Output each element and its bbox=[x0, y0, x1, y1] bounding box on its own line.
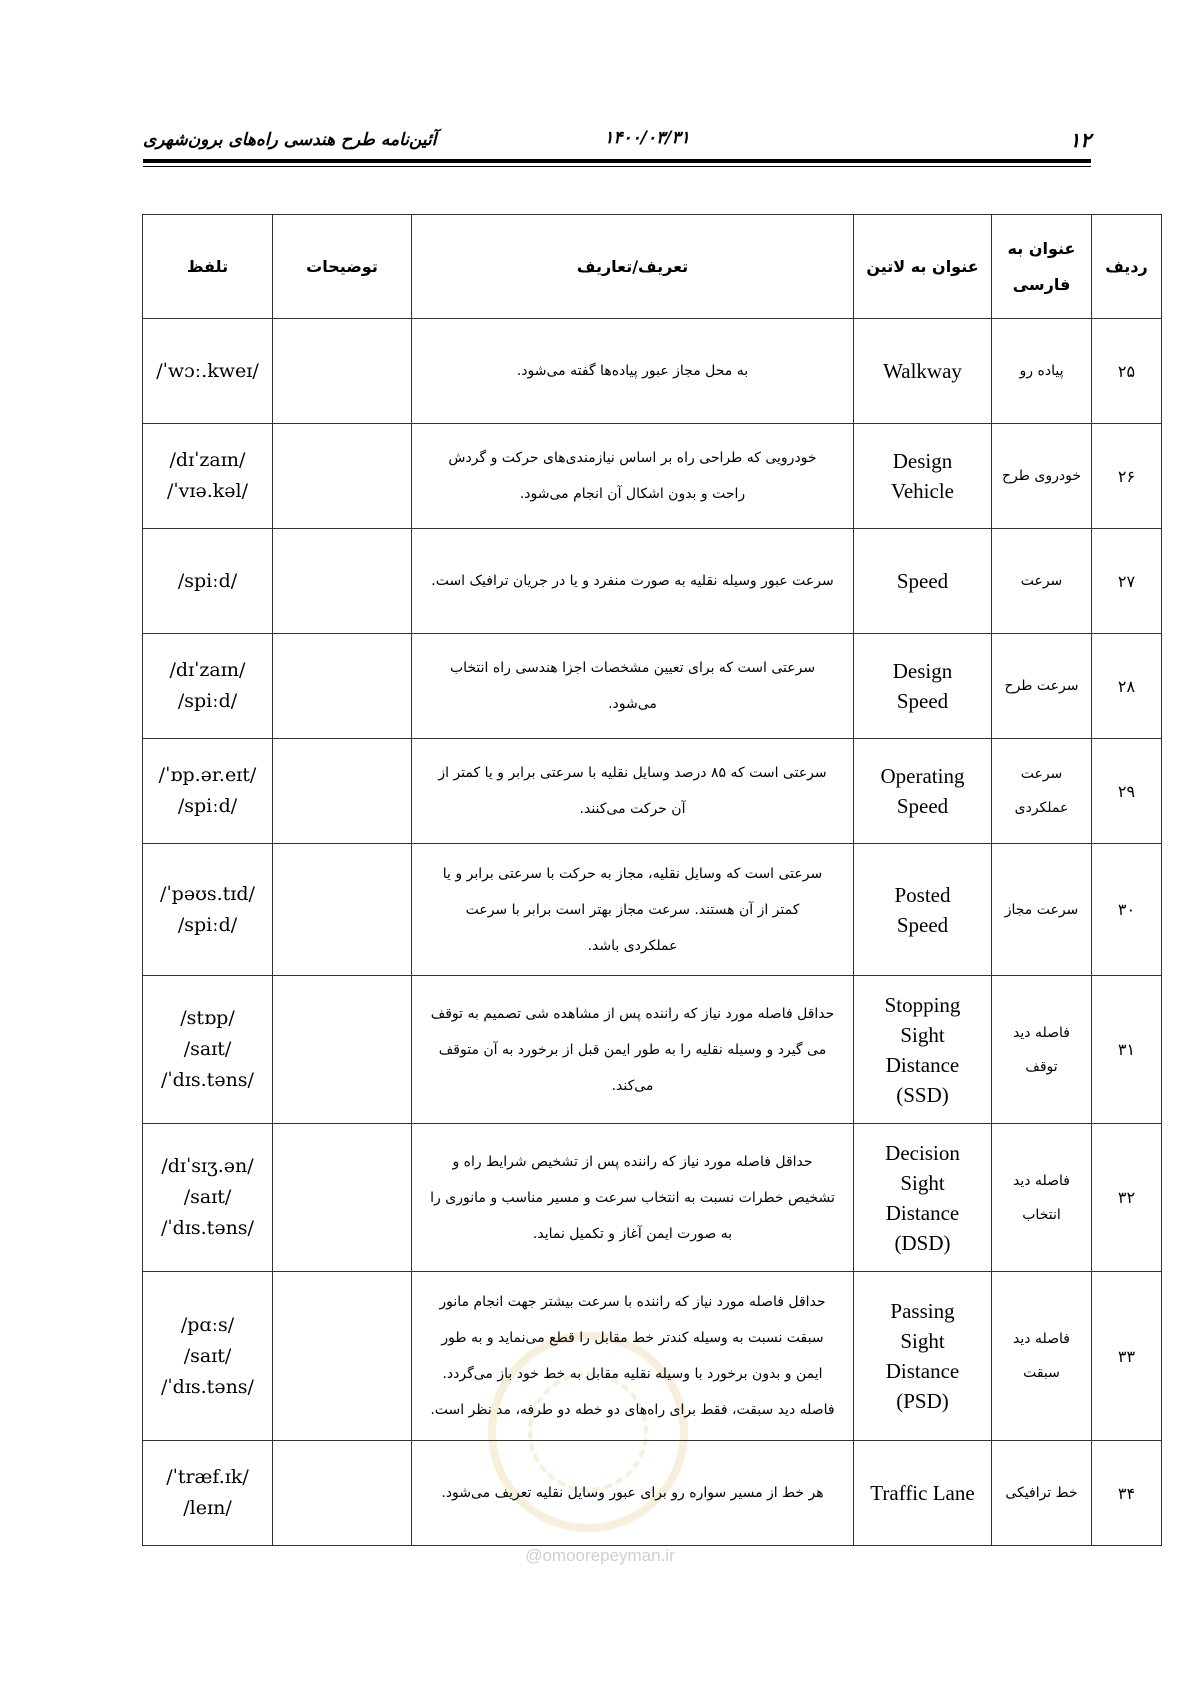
definition-cell bbox=[412, 634, 854, 739]
definition-cell bbox=[412, 319, 854, 424]
latin-title-cell bbox=[854, 634, 992, 739]
latin-title-cell bbox=[854, 976, 992, 1124]
pronunciation-line: /ˈvɪə.kəl/ bbox=[167, 480, 248, 502]
latin-title-cell bbox=[854, 1441, 992, 1546]
latin-title-line: Decision bbox=[885, 1140, 960, 1165]
pronunciation-line: /ˈdɪs.təns/ bbox=[161, 1375, 254, 1398]
table-row bbox=[143, 319, 1162, 424]
latin-title-cell bbox=[854, 844, 992, 976]
pronunciation-line: /ˈdɪs.təns/ bbox=[161, 1217, 254, 1239]
latin-title-line: Traffic Lane bbox=[870, 1481, 975, 1505]
header-rule-thick bbox=[143, 159, 1091, 163]
pronunciation-line: /spiːd/ bbox=[177, 913, 238, 936]
description-cell bbox=[273, 844, 412, 976]
persian-title-cell: سرعت عملکردی bbox=[992, 739, 1092, 844]
pronunciation-cell bbox=[143, 739, 273, 844]
pronunciation-line: /spiːd/ bbox=[177, 569, 238, 592]
latin-title-line: Posted bbox=[894, 882, 951, 907]
latin-title-line: Distance bbox=[885, 1359, 960, 1383]
description-cell bbox=[273, 1124, 412, 1272]
latin-title-cell bbox=[854, 1124, 992, 1272]
header-date: ۱۴۰۰/۰۳/۳۱ bbox=[604, 128, 690, 148]
pronunciation-line: /saɪt/ bbox=[183, 1186, 232, 1208]
description-cell bbox=[273, 634, 412, 739]
pronunciation-line: /saɪt/ bbox=[183, 1344, 232, 1367]
pronunciation-line: /stɒp/ bbox=[180, 1007, 235, 1029]
latin-title-line: Design bbox=[892, 449, 953, 473]
row-number-cell: ۳۲ bbox=[1092, 1124, 1162, 1272]
latin-title-line: Vehicle bbox=[891, 479, 954, 503]
definition-line: عملکردی باشد. bbox=[587, 937, 678, 954]
definition-line: خودرویی که طراحی راه بر اساس نیازمندی‌های حرکت و گردش bbox=[448, 450, 817, 466]
latin-title-cell bbox=[854, 1272, 992, 1441]
pronunciation-cell bbox=[143, 319, 273, 424]
definition-line: به صورت ایمن آغاز و تکمیل نماید. bbox=[532, 1225, 733, 1242]
table-row bbox=[143, 976, 1162, 1124]
persian-title-cell: پیاده رو bbox=[992, 319, 1092, 424]
definition-cell bbox=[412, 424, 854, 529]
persian-title-cell: فاصله دید انتخاب bbox=[992, 1124, 1092, 1272]
pronunciation-line: /ˈɒp.ər.eɪt/ bbox=[158, 764, 257, 786]
definition-cell bbox=[412, 976, 854, 1124]
latin-title-line: Design bbox=[892, 659, 953, 683]
row-number-cell: ۳۱ bbox=[1092, 976, 1162, 1124]
pronunciation-line: /dɪˈzaɪn/ bbox=[169, 449, 246, 471]
terms-table bbox=[142, 214, 1162, 1546]
description-cell bbox=[273, 739, 412, 844]
latin-title-cell bbox=[854, 424, 992, 529]
row-number-cell: ۳۴ bbox=[1092, 1441, 1162, 1546]
table-row bbox=[143, 739, 1162, 844]
latin-title-line: Speed bbox=[896, 912, 949, 937]
table-row bbox=[143, 844, 1162, 976]
document-title: آئین‌نامه طرح هندسی راه‌های برون‌شهری bbox=[143, 130, 437, 150]
latin-title-line: Operating bbox=[880, 764, 965, 788]
definition-line: حداقل فاصله مورد نیاز که راننده با سرعت بیشتر جهت انجام مانور bbox=[439, 1294, 826, 1310]
pronunciation-line: /dɪˈzaɪn/ bbox=[169, 659, 246, 681]
latin-title-line: (DSD) bbox=[894, 1230, 951, 1255]
persian-title-cell: فاصله دید سبقت bbox=[992, 1272, 1092, 1441]
definition-line: ایمن و بدون برخورد با وسیله نقلیه مقابل به خط خود باز می‌گردد. bbox=[442, 1366, 823, 1382]
table-row bbox=[143, 1441, 1162, 1546]
definition-line: سبقت نسبت به وسیله کندتر خط مقابل را قطع می‌نماید و به طور bbox=[441, 1330, 824, 1346]
latin-title-line: Distance bbox=[885, 1200, 960, 1225]
header-latin-title: عنوان به لاتین bbox=[854, 215, 992, 319]
pronunciation-cell bbox=[143, 1441, 273, 1546]
definition-line: سرعت عبور وسیله نقلیه به صورت منفرد و یا در جریان ترافیک است. bbox=[431, 573, 834, 589]
row-number-cell: ۲۶ bbox=[1092, 424, 1162, 529]
watermark-text: @omoorepeyman.ir bbox=[525, 1546, 675, 1565]
row-number-cell: ۳۰ bbox=[1092, 844, 1162, 976]
description-cell bbox=[273, 976, 412, 1124]
latin-title-line: (PSD) bbox=[896, 1389, 949, 1413]
table-row bbox=[143, 529, 1162, 634]
definition-line: راحت و بدون اشکال آن انجام می‌شود. bbox=[519, 486, 746, 502]
pronunciation-line: /ˈwɔː.kweɪ/ bbox=[156, 359, 259, 382]
description-cell bbox=[273, 529, 412, 634]
definition-line: می گیرد و وسیله نقلیه را به طور ایمن قبل از برخورد به آن متوقف bbox=[438, 1041, 827, 1058]
row-number-cell: ۲۵ bbox=[1092, 319, 1162, 424]
definition-cell bbox=[412, 1272, 854, 1441]
row-number-cell: ۲۷ bbox=[1092, 529, 1162, 634]
description-cell bbox=[273, 319, 412, 424]
definition-line: سرعتی است که ۸۵ درصد وسایل نقلیه با سرعتی برابر و یا کمتر از bbox=[438, 765, 827, 781]
latin-title-line: Sight bbox=[900, 1329, 945, 1353]
latin-title-line: Speed bbox=[896, 569, 949, 593]
table-body bbox=[143, 319, 1162, 1546]
definition-cell bbox=[412, 844, 854, 976]
pronunciation-line: /spiːd/ bbox=[177, 690, 238, 712]
definition-line: حداقل فاصله مورد نیاز که راننده پس از تشخیص شرایط راه و bbox=[452, 1153, 813, 1170]
header-rule-thin bbox=[143, 166, 1091, 167]
table-header-row bbox=[143, 215, 1162, 319]
definition-cell bbox=[412, 1441, 854, 1546]
table-row bbox=[143, 1124, 1162, 1272]
definition-line: به محل مجاز عبور پیاده‌ها گفته می‌شود. bbox=[516, 363, 749, 379]
definition-line: هر خط از مسیر سواره رو برای عبور وسایل نقلیه تعریف می‌شود. bbox=[441, 1485, 824, 1501]
persian-title-cell: خودروی طرح bbox=[992, 424, 1092, 529]
pronunciation-cell bbox=[143, 529, 273, 634]
latin-title-line: Walkway bbox=[883, 359, 962, 383]
pronunciation-cell bbox=[143, 1272, 273, 1441]
latin-title-line: Passing bbox=[890, 1299, 955, 1323]
definition-line: تشخیص خطرات نسبت به انتخاب سرعت و مسیر مناسب و مانوری را bbox=[430, 1189, 835, 1206]
latin-title-line: Sight bbox=[900, 1170, 945, 1195]
pronunciation-cell bbox=[143, 844, 273, 976]
pronunciation-cell bbox=[143, 634, 273, 739]
latin-title-line: Speed bbox=[896, 689, 949, 713]
latin-title-line: Sight bbox=[900, 1022, 945, 1047]
description-cell bbox=[273, 1272, 412, 1441]
table-row bbox=[143, 1272, 1162, 1441]
header-row-number: ردیف bbox=[1092, 215, 1162, 319]
definition-line: فاصله دید سبقت، فقط برای راه‌های دو خطه دو طرفه، مد نظر است. bbox=[430, 1402, 835, 1418]
row-number-cell: ۲۸ bbox=[1092, 634, 1162, 739]
persian-title-cell: سرعت طرح bbox=[992, 634, 1092, 739]
definition-line: می‌کند. bbox=[611, 1077, 654, 1094]
page-header bbox=[143, 128, 1091, 154]
table-row bbox=[143, 634, 1162, 739]
header-description: توضیحات bbox=[273, 215, 412, 319]
pronunciation-line: /ˈtræf.ɪk/ bbox=[166, 1466, 249, 1488]
definition-line: آن حرکت می‌کنند. bbox=[579, 801, 686, 817]
definition-cell bbox=[412, 739, 854, 844]
latin-title-cell bbox=[854, 739, 992, 844]
pronunciation-line: /ˈpəʊs.tɪd/ bbox=[160, 882, 255, 905]
definition-cell bbox=[412, 1124, 854, 1272]
pronunciation-cell bbox=[143, 424, 273, 529]
persian-title-cell: فاصله دید توقف bbox=[992, 976, 1092, 1124]
page-number: ۱۲ bbox=[1069, 128, 1091, 152]
description-cell bbox=[273, 424, 412, 529]
latin-title-cell bbox=[854, 529, 992, 634]
definition-cell bbox=[412, 529, 854, 634]
row-number-cell: ۳۳ bbox=[1092, 1272, 1162, 1441]
latin-title-line: (SSD) bbox=[896, 1082, 949, 1107]
definition-line: سرعتی است که برای تعیین مشخصات اجزا هندسی راه انتخاب bbox=[449, 660, 816, 676]
definition-line: سرعتی است که وسایل نقلیه، مجاز به حرکت با سرعتی برابر و یا bbox=[442, 865, 823, 882]
latin-title-line: Distance bbox=[885, 1052, 960, 1077]
description-cell bbox=[273, 1441, 412, 1546]
pronunciation-line: /dɪˈsɪʒ.ən/ bbox=[161, 1155, 254, 1177]
pronunciation-line: /pɑːs/ bbox=[180, 1313, 235, 1336]
definition-line: می‌شود. bbox=[608, 696, 657, 712]
table-row bbox=[143, 424, 1162, 529]
definition-line: حداقل فاصله مورد نیاز که راننده پس از مشاهده شی تصمیم به توقف bbox=[430, 1005, 835, 1022]
pronunciation-line: /spiːd/ bbox=[177, 795, 238, 817]
persian-title-cell: خط ترافیکی bbox=[992, 1441, 1092, 1546]
latin-title-cell bbox=[854, 319, 992, 424]
pronunciation-line: /leɪn/ bbox=[183, 1497, 232, 1519]
pronunciation-line: /ˈdɪs.təns/ bbox=[161, 1069, 254, 1091]
latin-title-line: Stopping bbox=[884, 992, 961, 1017]
pronunciation-cell bbox=[143, 976, 273, 1124]
persian-title-cell: سرعت bbox=[992, 529, 1092, 634]
persian-title-cell: سرعت مجاز bbox=[992, 844, 1092, 976]
definition-line: کمتر از آن هستند. سرعت مجاز بهتر است برابر با سرعت bbox=[465, 901, 800, 918]
pronunciation-cell bbox=[143, 1124, 273, 1272]
header-persian-title: عنوان به فارسی bbox=[992, 215, 1092, 319]
row-number-cell: ۲۹ bbox=[1092, 739, 1162, 844]
header-definition: تعریف/تعاریف bbox=[412, 215, 854, 319]
header-pronunciation: تلفظ bbox=[143, 215, 273, 319]
pronunciation-line: /saɪt/ bbox=[183, 1038, 232, 1060]
latin-title-line: Speed bbox=[896, 794, 949, 818]
